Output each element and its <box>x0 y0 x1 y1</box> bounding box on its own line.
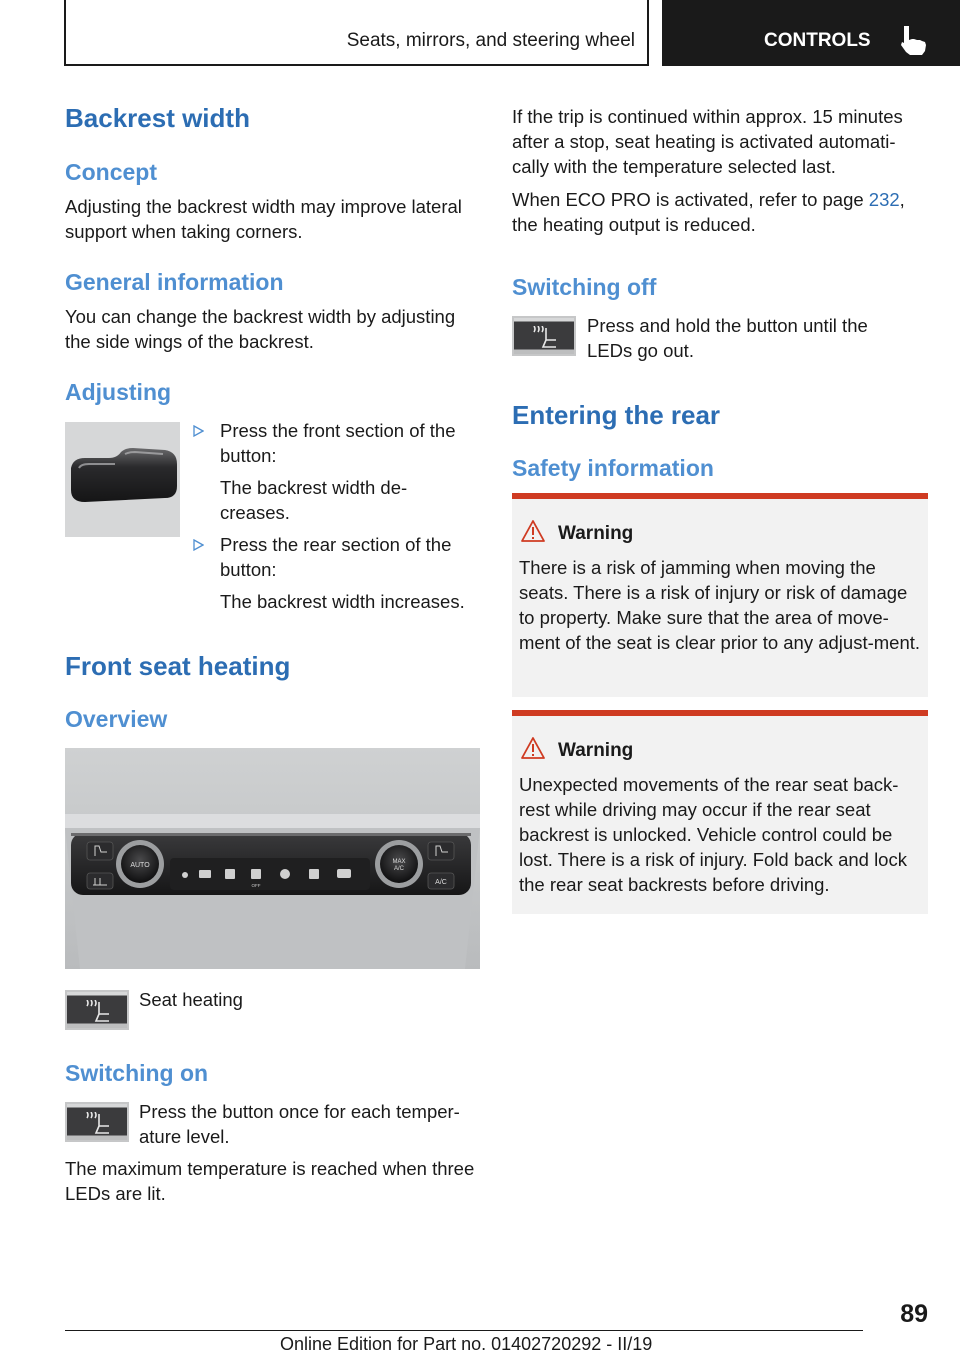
eco-text-before: When ECO PRO is activated, refer to page <box>512 189 869 210</box>
trip-continued-text: If the trip is continued within approx. 15 minutes after a stop, seat heating is activated automati-cally with the temperature selected last. <box>512 106 903 177</box>
seat-heating-button-image <box>512 316 576 356</box>
seat-heating-icon <box>532 326 558 348</box>
concept-heading: Concept <box>65 159 157 185</box>
header-chapter-tab <box>662 0 960 66</box>
ac-small-label: A/C <box>393 866 405 872</box>
climate-panel-illustration <box>65 748 480 969</box>
page-number: 89 <box>900 1300 928 1328</box>
seat-heating-button-image <box>65 990 129 1030</box>
switching-off-heading: Switching off <box>512 274 657 300</box>
backrest-width-button-image <box>65 422 180 537</box>
page-reference-link[interactable]: 232 <box>868 189 900 210</box>
bullet-triangle-icon <box>193 425 204 437</box>
eco-text-after: , the heating output is reduced. <box>512 189 905 235</box>
overview-heading: Overview <box>65 706 168 732</box>
warning-box <box>512 493 928 697</box>
max-label: MAX <box>392 859 406 865</box>
backrest-button-illustration <box>65 422 180 537</box>
adjust-item <box>193 532 483 618</box>
ac-button-label: A/C <box>435 879 447 886</box>
adjust-action-text: Press the front section of the button: <box>220 420 456 466</box>
warning-box <box>512 710 928 914</box>
pointing-hand-icon <box>900 26 928 56</box>
safety-information-heading: Safety information <box>512 455 714 481</box>
adjusting-heading: Adjusting <box>65 379 172 405</box>
off-label: OFF <box>251 883 261 888</box>
warning-triangle-icon <box>520 519 546 543</box>
adjust-list <box>193 418 483 618</box>
entering-rear-heading: Entering the rear <box>512 400 721 430</box>
general-information-text: You can change the backrest width by adjusting the side wings of the backrest. <box>65 306 456 352</box>
switching-on-text: Press the button once for each temper-ature level. <box>139 1101 460 1147</box>
seat-heating-icon <box>85 1112 111 1134</box>
warning-title: Warning <box>558 523 634 544</box>
adjust-item <box>193 418 483 528</box>
seat-heating-label: Seat heating <box>139 989 243 1010</box>
warning-triangle-icon <box>520 736 546 760</box>
bullet-triangle-icon <box>193 539 204 551</box>
front-seat-heating-heading: Front seat heating <box>65 651 291 681</box>
auto-label: AUTO <box>130 862 150 869</box>
switching-on-heading: Switching on <box>65 1060 209 1086</box>
max-temperature-text: The maximum temperature is reached when three LEDs are lit. <box>65 1158 475 1204</box>
seat-heating-button-image <box>65 1102 129 1142</box>
adjust-result-text: The backrest width de-creases. <box>220 477 408 523</box>
warning-title: Warning <box>558 740 634 761</box>
warning-text: Unexpected movements of the rear seat back-rest while driving may occur if the rear seat backrest is unlocked. Vehicle control could be lost. There is a risk of injury. Fold back and lock the rear seat backrests before driving. <box>519 774 907 895</box>
adjust-action-text: Press the rear section of the button: <box>220 534 452 580</box>
concept-text: Adjusting the backrest width may improve lateral support when taking corners. <box>65 196 462 242</box>
eco-pro-text <box>512 187 928 237</box>
general-information-heading: General information <box>65 269 284 295</box>
seat-heating-icon <box>85 1000 111 1022</box>
climate-control-panel-image <box>65 748 480 969</box>
backrest-width-heading: Backrest width <box>65 103 250 133</box>
warning-text: There is a risk of jamming when moving the seats. There is a risk of injury or risk of damage to property. Make sure that the area of move-ment of the seat is clear prior to any adjust-ment. <box>519 557 921 653</box>
switching-off-text: Press and hold the button until the LEDs go out. <box>587 315 868 361</box>
header-chapter-title: CONTROLS <box>764 30 871 51</box>
footer-edition-text: Online Edition for Part no. 01402720292 - II/19 <box>280 1334 653 1354</box>
adjust-result-text: The backrest width increases. <box>220 591 465 612</box>
header-section-title: Seats, mirrors, and steering wheel <box>64 0 649 66</box>
footer-divider <box>65 1330 863 1331</box>
page-header <box>64 0 960 66</box>
